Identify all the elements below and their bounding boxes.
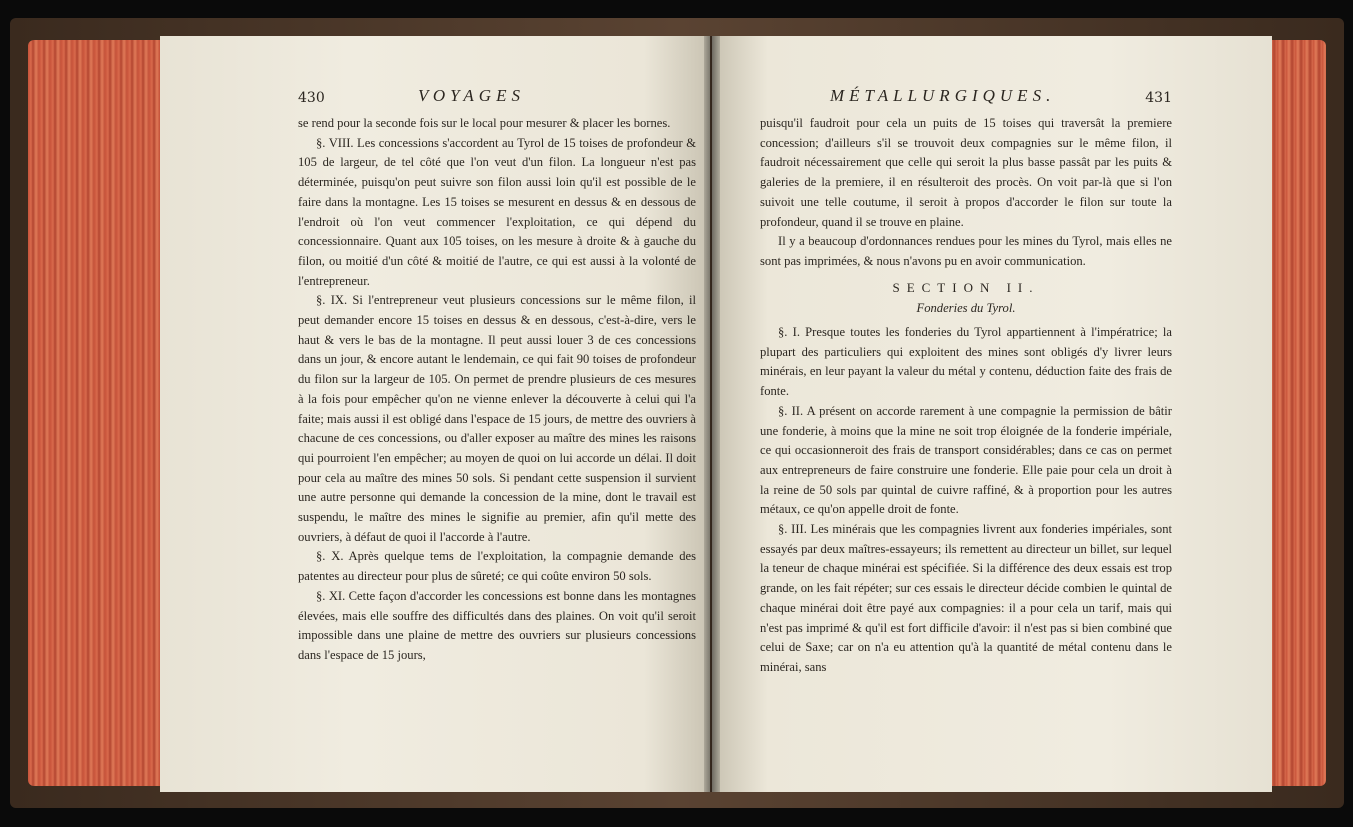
right-page-number: 431 xyxy=(1145,90,1172,106)
left-text-block xyxy=(298,114,696,666)
left-running-title: VOYAGES xyxy=(418,86,525,105)
right-paragraph: §. I. Presque toutes les fonderies du Tyrol appartiennent à l'impératrice; la plupart des particuliers qui exploitent des mines sont obligés d'y livrer leurs minérais, en leur payant la valeur du métal y contenu, déduction faite des frais de fonte. xyxy=(760,325,1172,399)
right-paragraph: §. II. A présent on accorde rarement à une compagnie la permission de bâtir une fonderie, à moins que la mine ne soit trop éloignée de la fonderie impériale, ce qui occasionneroit des frais de transport considérables; dans ce cas on permet aux entrepreneurs de faire construire une fonderie. Elle paie pour cela un droit à la reine de 50 sols par quintal de cuivre raffiné, & à proportion pour les autres métaux, ce qu'on appelle droit de fonte. xyxy=(760,403,1172,517)
left-page-edges xyxy=(28,40,173,786)
left-paragraph: se rend pour la seconde fois sur le local pour mesurer & placer les bornes. xyxy=(298,116,671,130)
right-text-block xyxy=(760,114,1172,678)
left-paragraph: §. IX. Si l'entrepreneur veut plusieurs concessions sur le même filon, il peut demander encore 15 toises en dessus & en dessous, c'est-à-dire, vers le haut & vers le bas de la montagne. Il peut aussi louer 3 de ces concessions dans un jour, & encore autant le lendemain, ce qui fait 90 toises de profondeur du filon sur la largeur de 105. On permet de prendre plusieurs de ces mesures à la fois pour empêcher qu'on ne vienne enlever la découverte à celui qui l'a faite; mais aussi il est obligé dans l'espace de 15 jours, de mettre des ouvriers à chacune de ces concessions, ou d'aller exposer au maître des mines les raisons qui pourroient l'en empêcher; au moyen de quoi on lui accorde un délai. Il doit pour cela au maître des mines 50 sols. Si pendant cette suspension il survient une autre personne qui demande la concession de la mine, dont le travail est suspendu, le maître des mines le signifie au premier, afin qu'il mette des ouvriers, à défaut de quoi il l'accorde à l'autre. xyxy=(298,293,696,544)
book-gutter xyxy=(704,36,720,792)
right-paragraph: puisqu'il faudroit pour cela un puits de 15 toises qui traversât la premiere concession; d'ailleurs s'il se trouvoit deux compagnies sur le même filon, il faudroit nécessairement que celle qui seroit la plus basse passât par les puits & galeries de la premiere, il en résulteroit des procès. On voit par-là que si l'on suivoit une telle coutume, il seroit à propos d'accorder le filon sur toute la profondeur, quand il se trouve en plaine. xyxy=(760,116,1172,229)
right-page xyxy=(712,36,1272,792)
left-paragraph: §. X. Après quelque tems de l'exploitation, la compagnie demande des patentes au directeur pour plus de sûreté; ce qui coûte environ 50 sols. xyxy=(298,549,696,584)
left-paragraph: §. XI. Cette façon d'accorder les concessions est bonne dans les montagnes élevées, mais elle souffre des difficultés dans des plaines. On voit qu'il seroit impossible dans une plaine de mettre des ouvriers sur plusieurs concessions dans l'espace de 15 jours, xyxy=(298,588,696,662)
left-paragraph: §. VIII. Les concessions s'accordent au Tyrol de 15 toises de profondeur & 105 de largeur, de tel côté que l'on veut d'un filon. La longueur n'est pas déterminée, puisqu'on peut suivre son filon aussi loin qu'il est possible de le faire dans la montagne. Les 15 toises se mesurent en dessus & en dessous de l'endroit où l'on veut commencer l'exploitation, ce qui dépend du concessionnaire. Quant aux 105 toises, on les mesure à droite & à gauche du filon, ou moitié d'un côté & moitié de l'autre, ce qui est aussi à la volonté de l'entrepreneur. xyxy=(298,135,696,288)
open-book xyxy=(10,18,1344,808)
section-title: SECTION II. xyxy=(892,279,1040,295)
section-subtitle: Fonderies du Tyrol. xyxy=(916,301,1016,316)
right-paragraph: §. III. Les minérais que les compagnies livrent aux fonderies impériales, sont essayés par deux maîtres-essayeurs; ils remettent au directeur un billet, sur lequel la teneur de chaque minérai est spécifiée. Si la différence des deux essais est trop grande, on les fait répéter; sur ces essais le directeur décide combien le quintal de chaque minérai doit être payé aux compagnies: il a pour cela un tarif, mais qui n'est pas imprimé & qu'il est fort difficile d'avoir: il n'est pas si bien combiné que celui de Saxe; car on n'a eu attention qu'à la quantité de métal contenu dans le minérai, sans xyxy=(760,522,1172,674)
left-page-number: 430 xyxy=(298,90,325,106)
right-paragraph: Il y a beaucoup d'ordonnances rendues pour les mines du Tyrol, mais elles ne sont pas imprimées, & nous n'avons pu en avoir communication. xyxy=(760,234,1172,268)
right-running-title: MÉTALLURGIQUES. xyxy=(830,86,1056,105)
left-page xyxy=(160,36,710,792)
